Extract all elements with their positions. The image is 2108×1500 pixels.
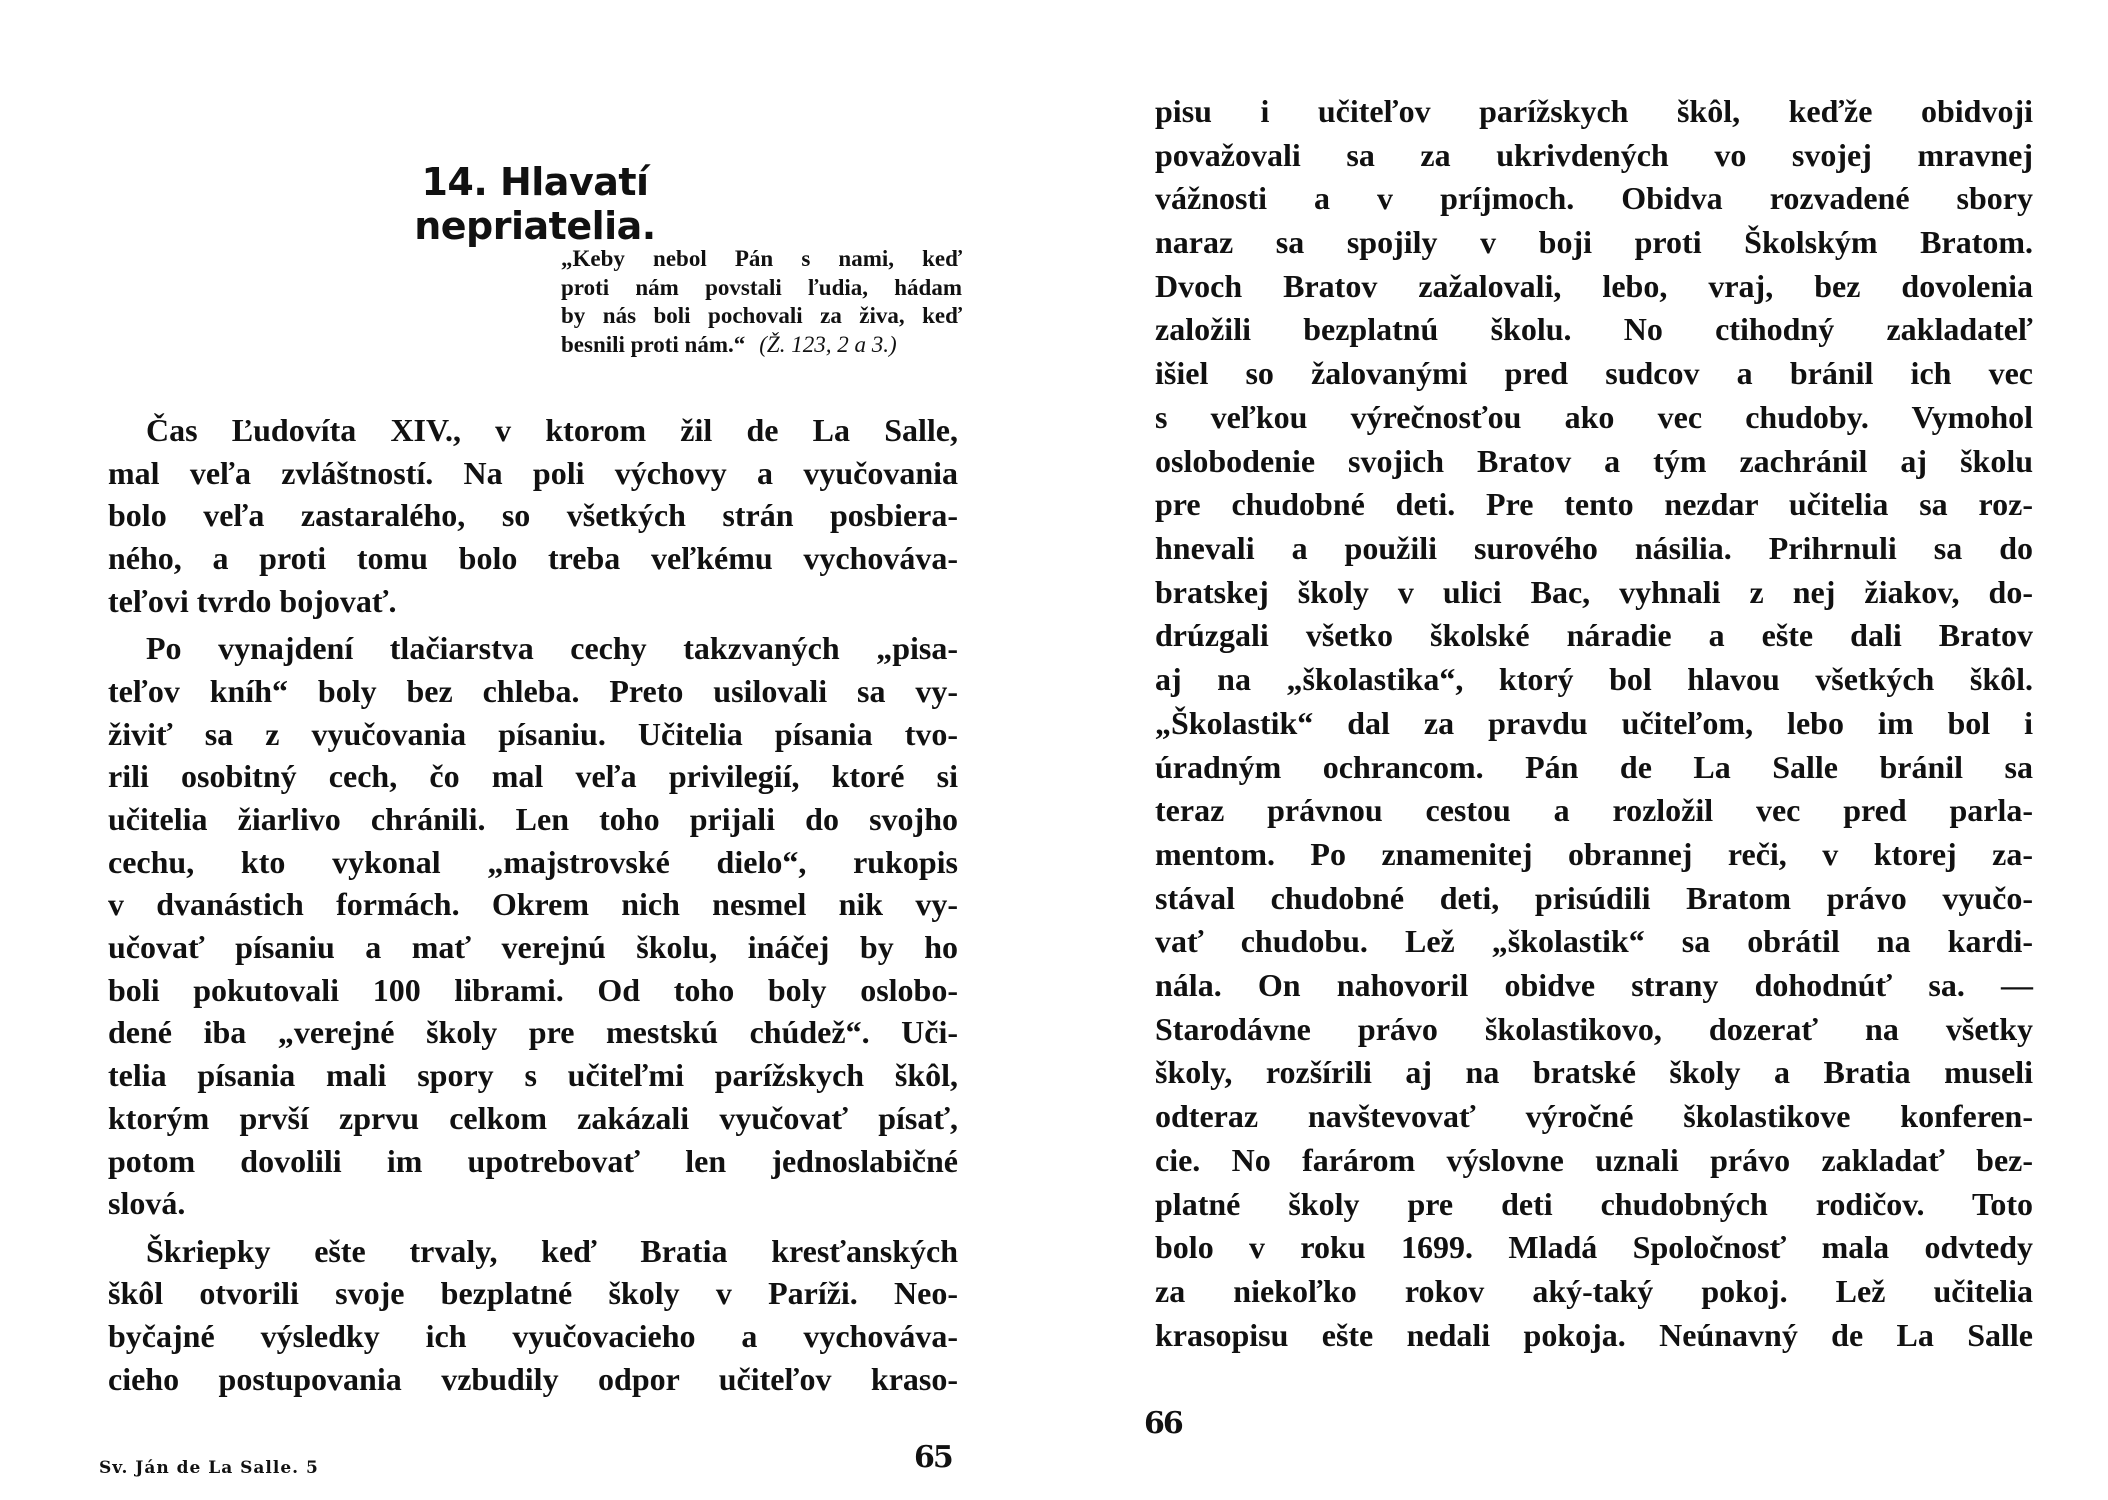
text-line: ného, a proti tomu bolo treba veľkému vychováva- — [108, 540, 958, 576]
text-line: bolo v roku 1699. Mladá Spoločnosť mala odvtedy — [1155, 1229, 2033, 1265]
text-line: nála. On nahovoril obidve strany dohodnúť sa. — — [1155, 967, 2033, 1003]
text-line: drúzgali všetko školské náradie a ešte dali Bratov — [1155, 617, 2033, 653]
text-line: stával chudobné deti, prisúdili Bratom právo vyučo- — [1155, 880, 2033, 916]
chapter-title: 14. Hlavatí nepriatelia. — [414, 160, 656, 248]
text-line: mentom. Po znamenitej obrannej reči, v ktorej za- — [1155, 836, 2033, 872]
text-line: dené iba „verejné školy pre mestskú chúdež“. Uči- — [108, 1014, 958, 1050]
text-line: krasopisu ešte nedali pokoja. Neúnavný de La Salle — [1155, 1317, 2033, 1353]
text-line: aj na „školastika“, ktorý bol hlavou všetkých škôl. — [1155, 661, 2033, 697]
text-line: ktorým prvší zprvu celkom zakázali vyučovať písať, — [108, 1100, 958, 1136]
text-line: bolo veľa zastaralého, so všetkých strán posbiera- — [108, 497, 958, 533]
epigraph — [561, 245, 962, 359]
text-line: pisu i učiteľov parížskych škôl, keďže obidvoji — [1155, 93, 2033, 129]
text-line: za niekoľko rokov aký-taký pokoj. Lež učitelia — [1155, 1273, 2033, 1309]
epigraph-reference: (Ž. 123, 2 a 3.) — [759, 331, 897, 357]
epigraph-line: „Keby nebol Pán s nami, keď — [561, 246, 962, 271]
text-line: Škriepky ešte trvaly, keď Bratia kresťanských — [146, 1233, 958, 1269]
text-line: cie. No farárom výslovne uznali právo zakladať bez- — [1155, 1142, 2033, 1178]
text-line: pre chudobné deti. Pre tento nezdar učitelia sa roz- — [1155, 486, 2033, 522]
text-line: úradným ochrancom. Pán de La Salle bránil sa — [1155, 749, 2033, 785]
text-line: „Školastik“ dal za pravdu učiteľom, lebo im bol i — [1155, 705, 2033, 741]
text-line: cechu, kto vykonal „majstrovské dielo“, rukopis — [108, 844, 958, 880]
footer-signature: Sv. Ján de La Salle. 5 — [99, 1458, 319, 1478]
text-line: hnevali a použili surového násilia. Prihrnuli sa do — [1155, 530, 2033, 566]
text-line: teľov kníh“ boly bez chleba. Preto usilovali sa vy- — [108, 673, 958, 709]
text-line: teľovi tvrdo bojovať. — [108, 583, 397, 619]
epigraph-line: by nás boli pochovali za živa, keď — [561, 303, 962, 328]
text-line: Po vynajdení tlačiarstva cechy takzvaných „pisa- — [146, 630, 958, 666]
text-line: Starodávne právo školastikovo, dozerať na všetky — [1155, 1011, 2033, 1047]
text-line: platné školy pre deti chudobných rodičov. Toto — [1155, 1186, 2033, 1222]
epigraph-line: proti nám povstali ľudia, hádam — [561, 274, 962, 300]
page-number-left: 65 — [914, 1440, 952, 1475]
text-line: teraz právnou cestou a rozložil vec pred parla- — [1155, 792, 2033, 828]
epigraph-line: besnili proti nám.“ — [561, 331, 746, 357]
text-line: telia písania mali spory s učiteľmi parížskych škôl, — [108, 1057, 958, 1093]
text-line: bratskej školy v ulici Bac, vyhnali z nej žiakov, do- — [1155, 574, 2033, 610]
text-line: slová. — [108, 1185, 186, 1221]
epigraph-last-line — [561, 331, 962, 360]
text-line: škôl otvorili svoje bezplatné školy v Paríži. Neo- — [108, 1275, 958, 1311]
text-line: v dvanástich formách. Okrem nich nesmel nik vy- — [108, 886, 958, 922]
text-line: potom dovolili im upotrebovať len jednoslabičné — [108, 1143, 958, 1179]
text-line: Čas Ľudovíta XIV., v ktorom žil de La Salle, — [146, 412, 958, 448]
text-line: Dvoch Bratov zažalovali, lebo, vraj, bez dovolenia — [1155, 268, 2033, 304]
page-number-right: 66 — [1144, 1406, 1182, 1441]
text-line: s veľkou výrečnosťou ako vec chudoby. Vymohol — [1155, 399, 2033, 435]
text-line: naraz sa spojily v boji proti Školským Bratom. — [1155, 224, 2033, 260]
text-line: považovali sa za ukrivdených vo svojej mravnej — [1155, 137, 2033, 173]
text-line: rili osobitný cech, čo mal veľa privilegií, ktoré si — [108, 758, 958, 794]
text-line: išiel so žalovanými pred sudcov a bránil ich vec — [1155, 355, 2033, 391]
text-line: cieho postupovania vzbudily odpor učiteľov kraso- — [108, 1361, 958, 1397]
text-line: živiť sa z vyučovania písaniu. Učitelia písania tvo- — [108, 716, 958, 752]
text-line: oslobodenie svojich Bratov a tým zachránil aj školu — [1155, 443, 2033, 479]
text-line: učovať písaniu a mať verejnú školu, ináčej by ho — [108, 929, 958, 965]
text-line: učitelia žiarlivo chránili. Len toho prijali do svojho — [108, 801, 958, 837]
text-line: vať chudobu. Lež „školastik“ sa obrátil na kardi- — [1155, 923, 2033, 959]
text-line: školy, rozšírili aj na bratské školy a Bratia museli — [1155, 1054, 2033, 1090]
text-line: mal veľa zvláštností. Na poli výchovy a vyučovania — [108, 455, 958, 491]
text-line: byčajné výsledky ich vyučovacieho a vychováva- — [108, 1318, 958, 1354]
text-line: odteraz navštevovať výročné školastikove konferen- — [1155, 1098, 2033, 1134]
text-line: vážnosti a v príjmoch. Obidva rozvadené sbory — [1155, 180, 2033, 216]
text-line: boli pokutovali 100 librami. Od toho boly oslobo- — [108, 972, 958, 1008]
text-line: založili bezplatnú školu. No ctihodný zakladateľ — [1155, 311, 2033, 347]
